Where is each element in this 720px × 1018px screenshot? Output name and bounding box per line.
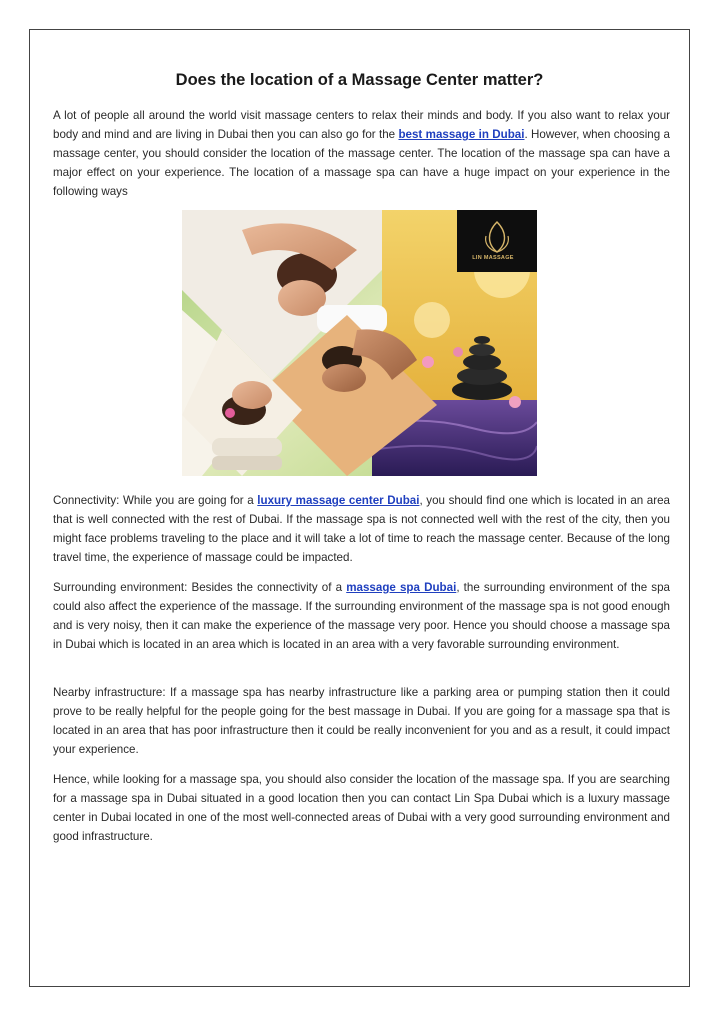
connectivity-paragraph [53, 491, 670, 567]
spa-collage-illustration [182, 210, 537, 476]
intro-text-end: . However, when choosing a massage center, you should consider the location of the massage center. The location of the massage spa can have a major effect on your experience. The location of a massage spa can have a huge impact on your experience in the following ways [53, 128, 671, 198]
conclusion-paragraph: Hence, while looking for a massage spa, you should also consider the location of the massage spa. If you are searching for a massage spa in Dubai situated in a good location then you can contact Lin Spa Dubai which is a luxury massage center in Dubai located in one of the most well-connected areas of Dubai with a very good surrounding environment and good infrastructure. [53, 773, 670, 843]
surrounding-paragraph [53, 578, 670, 654]
surrounding-text-start: Surrounding environment: Besides the connectivity of a [53, 581, 347, 594]
surrounding-text-end: , the surrounding environment of the spa could also affect the experience of the massage. If the surrounding environment of the massage spa is not good enough and is very noisy, then it can make the experience of the massage very poor. Hence you should choose a massage spa in Dubai which is located in an area which is located in an area with a very favorable surrounding environment. [53, 581, 670, 651]
intro-paragraph [53, 106, 670, 201]
intro-text-start: A lot of people all around the world visit massage centers to relax their minds and body. If you also want to relax your body and mind and are living in Dubai then you can also go for the [53, 109, 670, 141]
hero-image [182, 210, 537, 476]
connectivity-text-end: , you should find one which is located in an area that is well connected with the rest of Dubai. If the massage spa is not connected well with the rest of the city, then you might face problems traveling to the place and it will take a lot of time to reach the massage center. Because of the long travel time, the experience of massage could be impacted. [53, 494, 671, 564]
document-page [29, 29, 690, 987]
luxury-massage-link[interactable]: luxury massage center Dubai [257, 494, 420, 507]
page-title: Does the location of a Massage Center matter? [175, 71, 544, 89]
infrastructure-paragraph: Nearby infrastructure: If a massage spa has nearby infrastructure like a parking area or pumping station then it could prove to be really helpful for the people going for the best massage in Dubai. If you are going for a massage spa that is located in an area that has poor infrastructure then it could be really inconvenient for you and as a result, it could impact your experience. [53, 686, 670, 756]
connectivity-text-start: Connectivity: While you are going for a [53, 494, 258, 507]
logo-text: LIN MASSAGE [472, 255, 514, 261]
massage-spa-link[interactable]: massage spa Dubai [346, 581, 457, 594]
best-massage-link[interactable]: best massage in Dubai [398, 128, 525, 141]
